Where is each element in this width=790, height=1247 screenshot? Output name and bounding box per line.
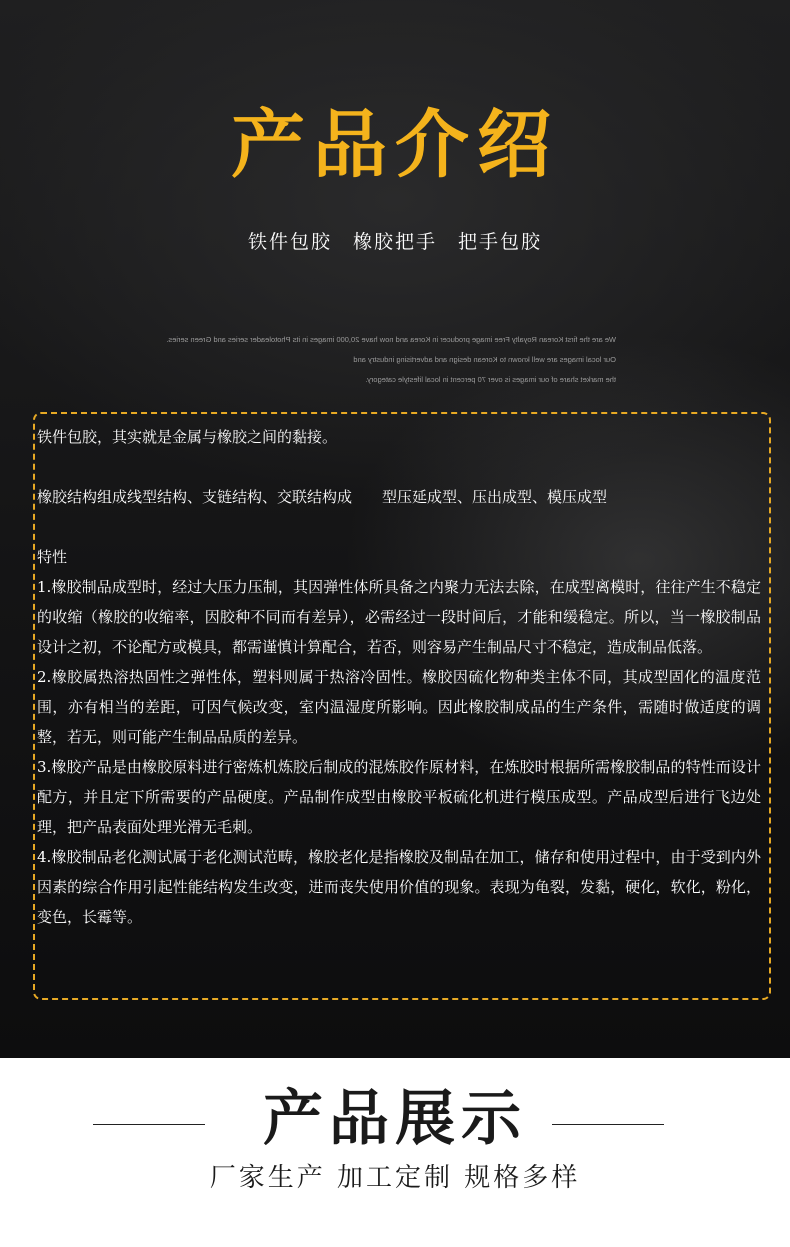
feature-item-2: 2.橡胶属热溶热固性之弹性体，塑料则属于热溶冷固性。橡胶因硫化物种类主体不同，其成型固化的温度范围，亦有相当的差距，可因气候改变，室内温湿度所影响。因此橡胶制成品的生产条件，需随时做适度的调整，若无，则可能产生制品品质的差异。 bbox=[37, 668, 761, 746]
showcase-tagline: 厂家生产 加工定制 规格多样 bbox=[209, 1163, 581, 1193]
fine-print-line: the market share of our images is over 70 percent in local lifestyle category. bbox=[365, 375, 616, 384]
spacer bbox=[37, 512, 761, 542]
info-text-block bbox=[37, 422, 761, 932]
page-title: 产品介绍 bbox=[231, 102, 559, 188]
feature-item-4: 4.橡胶制品老化测试属于老化测试范畴，橡胶老化是指橡胶及制品在加工，储存和使用过程中，由于受到内外因素的综合作用引起性能结构发生改变，进而丧失使用价值的现象。表现为龟裂，发黏，硬化，软化，粉化，变色，长霉等。 bbox=[37, 848, 761, 926]
feature-item-3: 3.橡胶产品是由橡胶原料进行密炼机炼胶后制成的混炼胶作原材料，在炼胶时根据所需橡胶制品的特性而设计配方，并且定下所需要的产品硬度。产品制作成型由橡胶平板硫化机进行模压成型。产品成型后进行飞边处理，把产品表面处理光滑无毛刺。 bbox=[37, 758, 761, 836]
feature-item-1: 1.橡胶制品成型时，经过大压力压制，其因弹性体所具备之内聚力无法去除，在成型离模时，往往产生不稳定的收缩（橡胶的收缩率，因胶种不同而有差异），必需经过一段时间后，才能和缓稳定。所以，当一橡胶制品设计之初，不论配方或模具，都需谨慎计算配合，若否，则容易产生制品尺寸不稳定，造成制品低落。 bbox=[37, 578, 761, 656]
mirrored-fine-print bbox=[136, 330, 616, 390]
page-subtitle: 铁件包胶 橡胶把手 把手包胶 bbox=[247, 231, 542, 253]
fine-print-line: We are the first Korean Royalty Free image producer in Korea and now have 20,000 images in its Photoleader series and Green series. bbox=[166, 335, 616, 344]
spacer bbox=[37, 452, 761, 482]
structure-text: 橡胶结构组成线型结构、支链结构、交联结构成 型压延成型、压出成型、模压成型 bbox=[37, 488, 608, 506]
showcase-title: 产品展示 bbox=[263, 1084, 527, 1154]
divider-right bbox=[552, 1124, 664, 1125]
features-heading: 特性 bbox=[37, 548, 68, 566]
fine-print-line: Our local images are well known to Korean design and advertising industry and bbox=[353, 355, 616, 364]
definition-text: 铁件包胶，其实就是金属与橡胶之间的黏接。 bbox=[37, 428, 338, 446]
